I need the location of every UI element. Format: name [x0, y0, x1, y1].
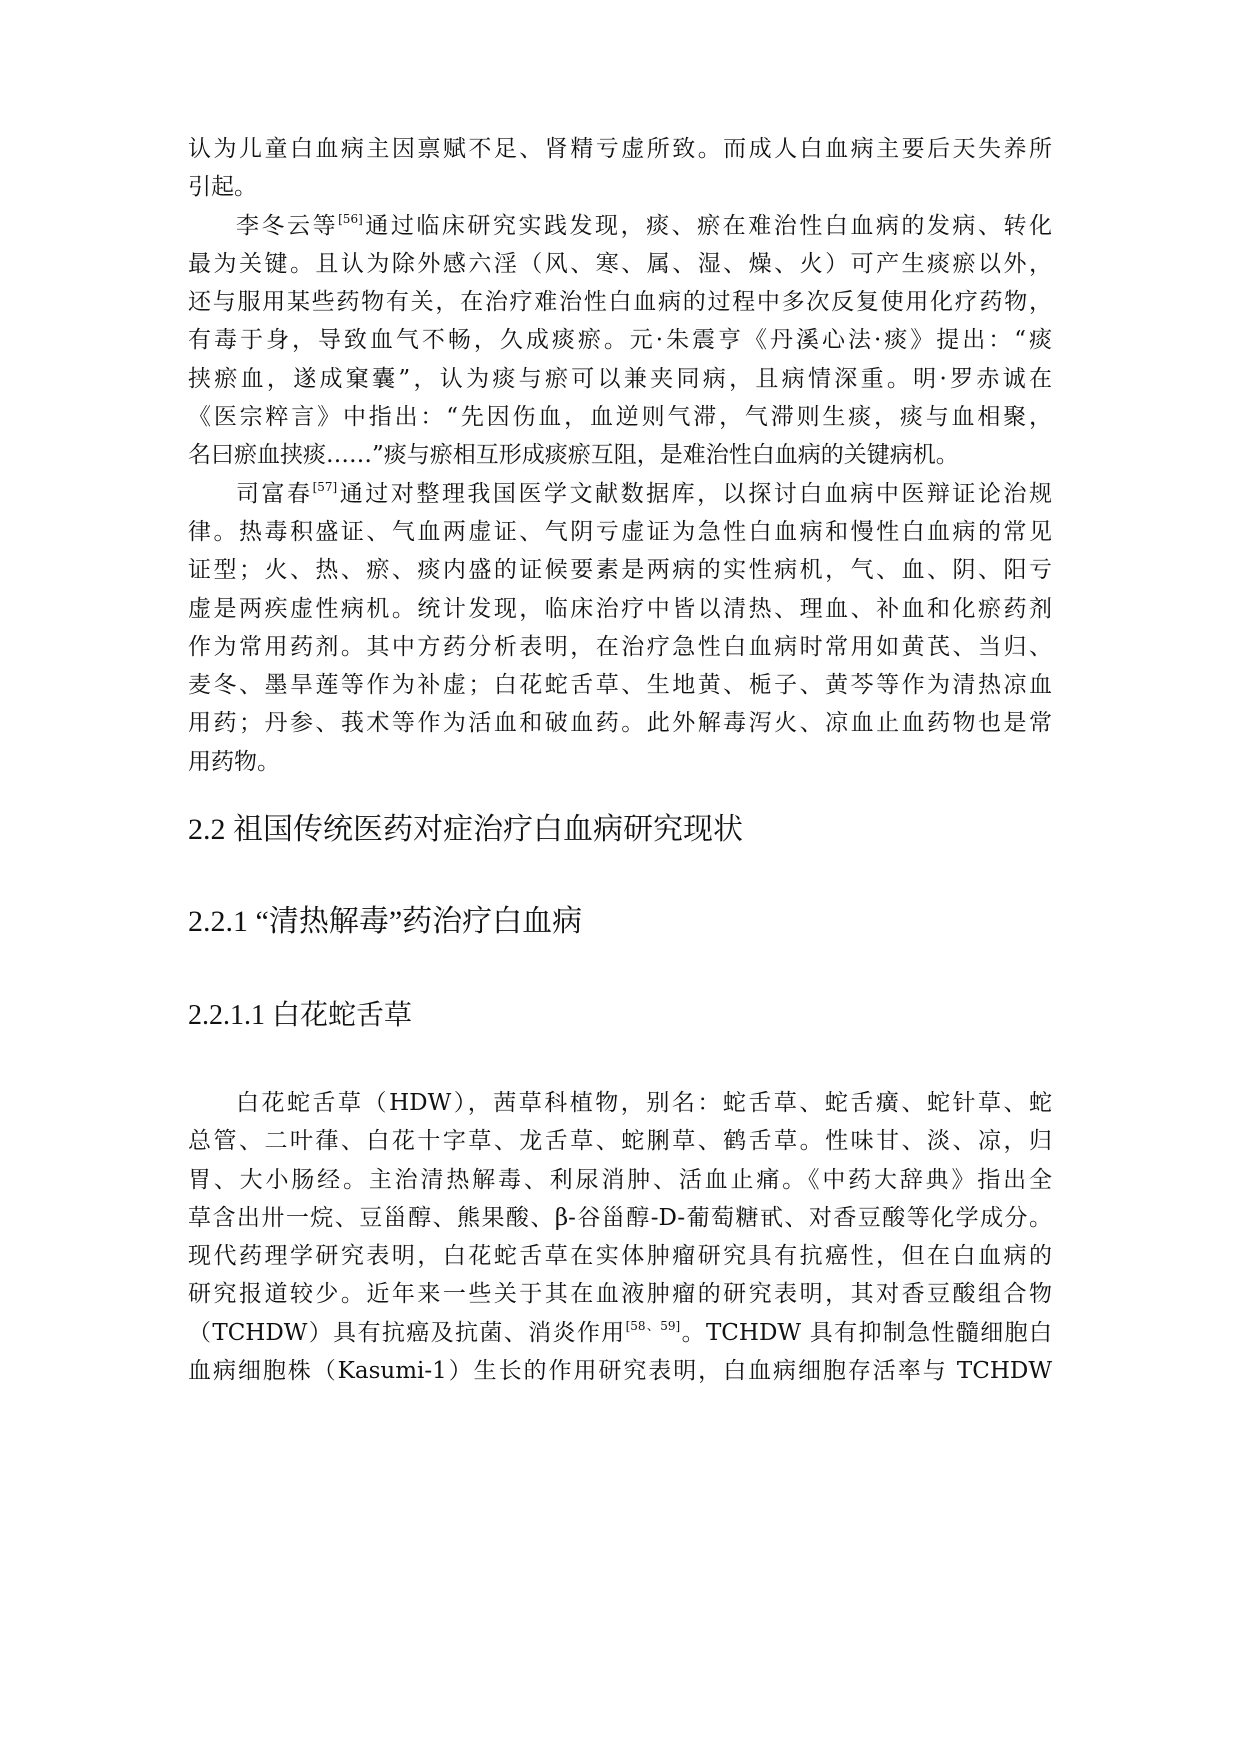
text-line [188, 628, 1052, 666]
text-segment: 总管、二叶葎、白花十字草、龙舌草、蛇脷草、鹤舌草。性味甘、淡、凉，归 [188, 1128, 1052, 1155]
heading-2-2-1: 2.2.1 “清热解毒”药治疗白血病 [188, 905, 583, 938]
body-text-section-1 [188, 130, 1052, 781]
heading-2-2-1-1: 2.2.1.1 白花蛇舌草 [188, 1000, 413, 1031]
text-segment: 草含出卅一烷、豆甾醇、熊果酸、β-谷甾醇-D-葡萄糖甙、对香豆酸等化学成分。 [188, 1204, 1052, 1231]
text-segment: 引起。 [188, 174, 257, 201]
text-line [188, 1352, 1052, 1390]
heading-2-2: 2.2 祖国传统医药对症治疗白血病研究现状 [188, 813, 743, 846]
text-segment: 律。热毒积盛证、气血两虚证、气阴亏虚证为急性白血病和慢性白血病的常见 [188, 518, 1052, 545]
text-line [188, 436, 1052, 474]
text-segment: 现代药理学研究表明，白花蛇舌草在实体肿瘤研究具有抗癌性，但在白血病的 [188, 1243, 1052, 1270]
text-segment: 作为常用药剂。其中方药分析表明，在治疗急性白血病时常用如黄芪、当归、 [188, 633, 1052, 660]
text-segment: 有毒于身，导致血气不畅，久成痰瘀。元·朱震亨《丹溪心法·痰》提出：“痰 [188, 327, 1052, 354]
text-line [188, 207, 1052, 245]
citation-ref: [56] [338, 211, 363, 226]
text-line [188, 168, 1052, 206]
text-segment: 麦冬、墨旱莲等作为补虚；白花蛇舌草、生地黄、栀子、黄芩等作为清热凉血 [188, 672, 1052, 699]
citation-ref: [57] [312, 479, 338, 494]
text-line [188, 513, 1052, 551]
text-line [188, 1122, 1052, 1160]
text-segment: 虚是两疾虚性病机。统计发现，临床治疗中皆以清热、理血、补血和化瘀药剂 [188, 595, 1052, 622]
text-segment: 血病细胞株（Kasumi-1）生长的作用研究表明，白血病细胞存活率与 TCHDW [188, 1358, 1052, 1385]
text-segment: 白花蛇舌草（HDW），茜草科植物，别名：蛇舌草、蛇舌癀、蛇针草、蛇 [236, 1090, 1052, 1116]
text-segment: 最为关键。且认为除外感六淫（风、寒、属、湿、燥、火）可产生痰瘀以外， [188, 250, 1052, 277]
text-line [188, 666, 1052, 704]
text-line [188, 1275, 1052, 1313]
text-line [188, 130, 1052, 168]
text-segment: 研究报道较少。近年来一些关于其在血液肿瘤的研究表明，其对香豆酸组合物 [188, 1281, 1052, 1308]
text-segment: 名曰瘀血挟痰……”痰与瘀相互形成痰瘀互阻，是难治性白血病的关键病机。 [188, 442, 959, 469]
text-segment: 还与服用某些药物有关，在治疗难治性白血病的过程中多次反复使用化疗药物， [188, 289, 1052, 316]
text-line [188, 704, 1052, 742]
text-line [188, 245, 1052, 283]
text-segment: 证型；火、热、瘀、痰内盛的证候要素是两病的实性病机，气、血、阴、阳亏 [188, 557, 1052, 584]
text-line [188, 1161, 1052, 1199]
text-segment: 用药；丹参、莪术等作为活血和破血药。此外解毒泻火、凉血止血药物也是常 [188, 710, 1052, 737]
text-segment: 通过对整理我国医学文献数据库，以探讨白血病中医辩证论治规 [337, 480, 1053, 507]
text-line [188, 590, 1052, 628]
text-segment: 李冬云等 [236, 212, 339, 239]
text-segment: 。TCHDW 具有抑制急性髓细胞白 [680, 1319, 1053, 1346]
text-line [188, 1237, 1052, 1275]
text-line [188, 360, 1052, 398]
text-segment: （TCHDW）具有抗癌及抗菌、消炎作用 [188, 1319, 626, 1346]
text-line [188, 321, 1052, 359]
text-segment: 司富春 [236, 480, 313, 507]
text-segment: 胃、大小肠经。主治清热解毒、利尿消肿、活血止痛。《中药大辞典》指出全 [188, 1166, 1052, 1193]
citation-ref: [58、59] [625, 1318, 681, 1333]
text-line [188, 551, 1052, 589]
text-line [188, 283, 1052, 321]
text-segment: 通过临床研究实践发现，痰、瘀在难治性白血病的发病、转化 [362, 212, 1053, 239]
text-line [188, 1199, 1052, 1237]
text-segment: 《医宗粹言》中指出：“先因伤血，血逆则气滞，气滞则生痰，痰与血相聚， [188, 404, 1052, 431]
text-segment: 认为儿童白血病主因禀赋不足、肾精亏虚所致。而成人白血病主要后天失养所 [188, 136, 1052, 162]
text-segment: 用药物。 [188, 748, 280, 775]
text-line [188, 743, 1052, 781]
text-line [188, 1314, 1052, 1352]
text-line [188, 1084, 1052, 1122]
text-segment: 挟瘀血，遂成窠囊”，认为痰与瘀可以兼夹同病，且病情深重。明·罗赤诚在 [188, 365, 1052, 392]
body-text-section-2 [188, 1084, 1052, 1390]
text-line [188, 475, 1052, 513]
text-line [188, 398, 1052, 436]
